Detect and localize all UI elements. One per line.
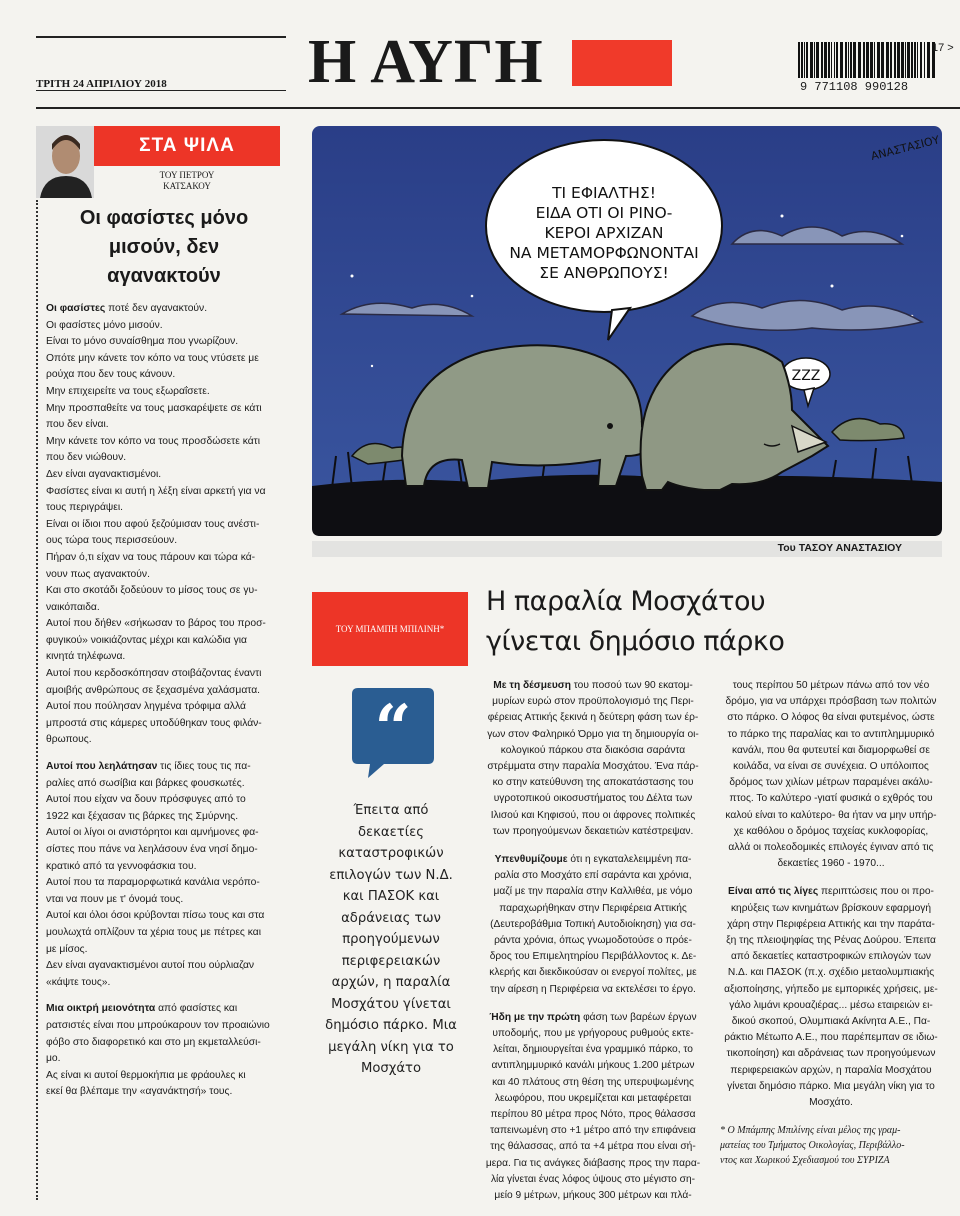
barcode-bar: [831, 42, 832, 78]
barcode-bar: [834, 42, 835, 78]
text-line: ρούχα που δεν τους κάνουν.: [46, 369, 176, 381]
barcode-bar: [874, 42, 875, 78]
text-line: γίνεται δημόσιο πάρκο. Μια μεγάλη νίκη για το: [727, 1080, 935, 1092]
text-line: ταπεινωμένη στο +1 μέτρο από την επιφάνεια: [490, 1125, 696, 1137]
barcode-bar: [914, 42, 916, 78]
text-line: την αίρεση η Περιφέρεια να εκτελέσει το έργο.: [490, 983, 696, 995]
text-line: Αυτοί που είχαν να δουν πρόσφυγες από το: [46, 794, 246, 806]
text-line: Και στο σκοτάδι ξοδεύουν το μίσος τους σε γυ-: [46, 585, 258, 597]
paragraph-lead: Με τη δέσμευση: [493, 680, 571, 691]
paragraph: [482, 852, 704, 998]
text-line: Μην προσπαθείτε να τους μασκαρέψετε σε κάτι: [46, 402, 262, 414]
paragraph-lead: Είναι από τις λίγες: [728, 886, 819, 898]
text-line: περίπου 80 μέτρα προς Νότο, προς θάλασσα: [490, 1109, 696, 1121]
svg-text:ΕΙΔΑ ΟΤΙ ΟΙ ΡΙΝΟ-: ΕΙΔΑ ΟΤΙ ΟΙ ΡΙΝΟ-: [535, 204, 673, 222]
column-body: [36, 200, 282, 1200]
pull-quote-line: μεγάλη νίκη για το: [328, 1039, 454, 1055]
text-line: Αυτοί που κερδοσκόπησαν στοιβάζοντας έναντι: [46, 668, 262, 680]
quote-icon: [348, 684, 438, 780]
masthead: [36, 28, 960, 104]
barcode-bar: [920, 42, 922, 78]
text-line: Οπότε μην κάνετε τον κόπο να τους ντύσετε με: [46, 352, 259, 364]
barcode-bar: [886, 42, 889, 78]
barcode-bar: [924, 42, 925, 78]
text-line: φέρειας Αττικής ξεκινά η δεύτερη φάση των έρ-: [487, 712, 699, 724]
text-line: το πάρκο της παραλίας και το αντιπλημμυρικό: [727, 728, 935, 740]
text-line: από δεκαετίες καταστροφικών επιλογών των: [730, 951, 932, 963]
text-line: χάρη στην Περιφέρεια Αττικής και την παράτα-: [727, 918, 935, 930]
text-line: στρέμματα στην παραλία Μοσχάτου. Ένα πάρ-: [487, 761, 699, 773]
barcode-bar: [816, 42, 819, 78]
text-line: στο πάρκο. Ο λόφος θα είναι φυτεμένος, ώστε: [727, 712, 935, 724]
column-paragraphs: [46, 301, 282, 1101]
barcode-bar: [890, 42, 892, 78]
barcode-bar: [845, 42, 847, 78]
text-line: Μην επιχειρείτε να τους εξωραΐσετε.: [46, 385, 210, 397]
text-line: Αυτοί και όλοι όσοι κρύβονται πίσω τους και στα: [46, 910, 265, 922]
text-line: Υπενθυμίζουμε ότι η εγκαταλελειμμένη πα-: [494, 854, 692, 866]
text-line: φόβο στο διαφορετικό και στο μη εκμεταλλεύσι-: [46, 1036, 261, 1048]
text-line: Είναι το μόνο συναίσθημα που γνωρίζουν.: [46, 336, 239, 348]
svg-text:“: “: [374, 691, 412, 766]
text-line: αμοιβής ανθρώπους σε ξεχασμένα χαλάσματα.: [46, 684, 261, 696]
text-line: ρατσιστές είναι που μπρούκαρουν τον προαιώνιο: [46, 1019, 270, 1031]
text-line: Μην κάνετε τον κόπο να τους προσδώσετε κάτι: [46, 435, 261, 447]
text-line: κολογικού πάρκου στα διακόσια σαράντα: [500, 744, 686, 756]
pull-quote-line: δημόσιο πάρκο. Μια: [325, 1018, 457, 1033]
text-line: Μια οικτρή μειονότητα από φασίστες και: [46, 1003, 238, 1015]
barcode-bar: [828, 42, 830, 78]
text-line: υποδομής, που με γρήγορους ρυθμούς εκτε-: [492, 1028, 694, 1040]
footnote-line: * Ο Μπάμπης Μπιλίνης είναι μέλος της γραμ-: [720, 1125, 901, 1137]
svg-text:ΝΑ ΜΕΤΑΜΟΡΦΩΝΟΝΤΑΙ: ΝΑ ΜΕΤΑΜΟΡΦΩΝΟΝΤΑΙ: [509, 244, 699, 262]
article-headline: Η παραλία Μοσχάτου γίνεται δημόσιο πάρκο: [486, 586, 785, 657]
cartoon: [312, 126, 942, 536]
text-line: μυρίων ευρώ στον προϋπολογισμό της Περι-: [492, 696, 694, 708]
text-line: Ήδη με την πρώτη φάση των βαρέων έργων: [489, 1011, 697, 1023]
text-line: ναικόπαιδα.: [46, 601, 100, 613]
text-line: μπροστά στις κάμερες υποδύθηκαν τους φιλάν-: [46, 717, 262, 729]
text-line: Φασίστες είναι κι αυτή η λέξη είναι αρκετή για να: [46, 485, 266, 497]
barcode-bar: [848, 42, 849, 78]
text-line: δικού σκοπού, Ολυμπιακά Ακίνητα Α.Ε., Πα-: [731, 1016, 931, 1028]
text-line: μουλωχτά οπλίζουν τα χέρια τους με πέτρες και: [46, 926, 261, 938]
footnote-line: ντος και Χωρικού Σχεδιασμού του ΣΥΡΙΖΑ: [720, 1155, 890, 1167]
text-line: γων στον Φαληρικό Όρμο για τη δημιουργία οι-: [487, 728, 699, 740]
pull-quote-line: επιλογών των Ν.Δ.: [329, 867, 453, 883]
text-line: Είναι οι ίδιοι που αφού ξεζούμισαν τους ανέστι-: [46, 518, 260, 530]
barcode-bar: [897, 42, 900, 78]
text-line: τους περιγράψει.: [46, 502, 123, 514]
barcode-bar: [877, 42, 880, 78]
text-line: δρόμο, για να υπάρχει πρόσβαση των πολιτών: [725, 696, 937, 708]
text-line: δρόμος των χιλίων μέτρων παραμένει ακάλυ-: [729, 777, 933, 789]
cartoon-signature: ΑΝΑΣΤΑΣΙΟΥ: [869, 133, 941, 163]
text-line: Αυτοί που λεηλάτησαν τις ίδιες τους τις πα-: [46, 761, 251, 773]
text-line: και 40 πλάτους στη θέση της υπερυψωμένης: [492, 1076, 694, 1088]
barcode-bar: [907, 42, 910, 78]
pull-quote-line: δεκαετίες: [357, 824, 425, 840]
pull-quote-line: αδράνειας των: [341, 910, 441, 926]
text-line: Πήραν ό,τι είχαν να τους πάρουν και τώρα κά-: [46, 551, 256, 563]
snore-text: ZZZ: [791, 368, 821, 384]
text-line: «κάψτε τους».: [46, 976, 111, 988]
text-line: δρος του Επιμελητηρίου Περιβάλλοντος κ. Δε-: [489, 951, 697, 963]
paper-name: Η ΑΥΓΗ: [308, 28, 544, 96]
text-line: Με τη δέσμευση του ποσού των 90 εκατομ-: [493, 680, 693, 691]
text-line: φυγικού» νοικιάζοντας μέχρι και καλώδια για: [46, 634, 247, 646]
text-line: μαζί με την παραλία στην Καλλιθέα, με νόμο: [493, 886, 693, 898]
text-line: Αυτοί οι λίγοι οι ανιστόρητοι και αμνήμονες φα-: [46, 827, 259, 839]
text-line: της θάλασσας, από τα +4 μέτρα που είναι σή-: [490, 1141, 696, 1153]
column-section-title: ΣΤΑ ΨΙΛΑ: [94, 126, 280, 166]
barcode-bar: [798, 42, 800, 78]
masthead-rule: [36, 36, 286, 38]
text-line: κινητά τηλέφωνα.: [46, 651, 126, 663]
text-line: περιφερειακών αρχών, η παραλία Μοσχάτου: [730, 1064, 932, 1076]
barcode-bar: [804, 42, 805, 78]
pull-quote-line: και ΠΑΣΟΚ και: [342, 889, 440, 904]
barcode-bar: [801, 42, 803, 78]
text-line: των προηγούμενων δεκαετιών κατέστρεψαν.: [492, 825, 694, 837]
svg-text:ΣΕ ΑΝΘΡΩΠΟΥΣ!: ΣΕ ΑΝΘΡΩΠΟΥΣ!: [539, 264, 669, 282]
barcode-number: 9 771108 990128: [800, 80, 909, 94]
barcode-bar: [894, 42, 896, 78]
paragraph-lead: Ήδη με την πρώτη: [489, 1011, 581, 1023]
svg-text:ΤΙ ΕΦΙΑΛΤΗΣ!: ΤΙ ΕΦΙΑΛΤΗΣ!: [552, 184, 656, 202]
header-rule: [36, 107, 960, 109]
barcode-bar: [853, 42, 856, 78]
text-line: αντιπλημμυρικό κανάλι μήκους 1.200 μέτρων: [491, 1060, 695, 1072]
text-line: ραλίες από σωσίβια και βάρκες φουσκωτές.: [46, 777, 245, 789]
text-line: τικοποίηση) και αδράνειας των προηγούμενων: [726, 1048, 936, 1060]
text-line: κο στην κατεύθυνση της αποκατάστασης του: [492, 777, 694, 789]
text-line: σίστες που πάνε να λεηλάσουν ένα νησί δημο-: [46, 844, 258, 855]
text-line: Ιλισού και Κηφισού, που οι άφρονες πολιτικές: [490, 809, 696, 821]
paragraph-lead: Οι φασίστες: [46, 303, 106, 314]
text-line: αξιοποίησης, γήπεδο με εμπορικές χρήσεις, με-: [724, 983, 938, 995]
text-line: ους τώρα τους περισσεύουν.: [46, 535, 178, 547]
barcode-bar: [836, 42, 838, 78]
paragraph-lead: Μια οικτρή μειονότητα: [46, 1003, 156, 1015]
pull-quote-line: Έπειτα από: [353, 803, 429, 818]
barcode-bar: [881, 42, 884, 78]
text-line: μο.: [46, 1053, 61, 1065]
text-line: Οι φασίστες ποτέ δεν αγανακτούν.: [46, 303, 208, 314]
text-line: ράντα χρόνια, όπως γνωμοδοτούσε ο πρόε-: [494, 935, 692, 947]
masthead-rule: [36, 90, 286, 91]
text-line: με μίσος.: [46, 943, 88, 955]
barcode-bar: [806, 42, 808, 78]
barcode-bar: [840, 42, 843, 78]
paragraph: [482, 678, 704, 840]
text-line: ράκτιο Μέτωπο Α.Ε., που παρέπεμπαν σε ιδιω-: [724, 1032, 938, 1044]
text-line: κλερής και διεκδικούσαν οι ενεργοί πολίτες, με: [489, 967, 697, 979]
paragraph: [46, 301, 282, 749]
pull-quote-line: καταστροφικών: [338, 846, 444, 861]
text-line: Αυτοί που τα παραμορφωτικά κανάλια νερόπο-: [46, 877, 260, 889]
barcode-bar: [850, 42, 852, 78]
text-line: ραλία στο Μοσχάτο επί σαράντα και χρόνια,: [494, 870, 692, 882]
text-line: που δεν είναι.: [46, 419, 109, 431]
svg-text:ΚΕΡΟΙ ΑΡΧΙΖΑΝ: ΚΕΡΟΙ ΑΡΧΙΖΑΝ: [544, 224, 664, 242]
column-byline: ΤΟΥ ΠΕΤΡΟΥ ΚΑΤΣΑΚΟΥ: [159, 170, 215, 191]
text-line: κοιλάδα, να είναι σε συνέχεια. Ο υπόλοιπος: [733, 761, 929, 773]
text-line: παραχωρήθηκαν στην Περιφέρεια Αττικής: [499, 902, 687, 914]
article-column-1: [482, 678, 704, 1216]
barcode-code: 17 >: [932, 42, 954, 54]
pull-quote: [318, 800, 464, 1080]
text-line: Είναι από τις λίγες περιπτώσεις που οι προ-: [728, 886, 934, 898]
barcode-bar: [901, 42, 904, 78]
paragraph: [482, 1010, 704, 1204]
text-line: Ας είναι κι αυτοί θερμοκήπια με φράουλες κι: [46, 1069, 246, 1081]
text-line: χε καθόλου ο δρόμος ταχείας κυκλοφορίας,: [733, 825, 929, 837]
paragraph: [720, 884, 942, 1111]
text-line: μερα. Για τις ανάγκες διάβασης προς την παρα-: [485, 1157, 701, 1169]
author-footnote: [720, 1123, 942, 1168]
text-line: λεωφόρου, που υκρεμίζεται και μεταφέρεται: [494, 1092, 692, 1104]
barcode: [796, 42, 938, 84]
text-line: δεκαετίες 1960 - 1970...: [777, 858, 885, 870]
text-line: λείται, δημιουργείται ένα γραμμικό πάρκο, το: [493, 1044, 693, 1056]
cartoon-credit-bar: [312, 541, 942, 557]
pull-quote-line: περιφερειακών: [341, 953, 441, 969]
paragraph-lead: Υπενθυμίζουμε: [494, 854, 568, 866]
text-line: κηρύξεις των κινημάτων βρίσκουν εφαρμογή: [730, 902, 932, 914]
pull-quote-line: Μοσχάτου γίνεται: [331, 996, 451, 1012]
text-line: νται να πουν με τ' όνομά τους.: [46, 893, 184, 905]
article-column-2: [720, 678, 942, 1168]
article-byline: ΤΟΥ ΜΠΑΜΠΗ ΜΠΙΛΙΝΗ*: [312, 592, 468, 666]
author-photo: [36, 126, 94, 198]
text-line: θρωπους.: [46, 734, 92, 746]
text-line: Δεν είναι αγανακτισμένοι.: [46, 468, 162, 480]
text-line: Ν.Δ. και ΠΑΣΟΚ (π.χ. σχέδιο μεταολυμπιακής: [727, 967, 935, 979]
barcode-bar: [863, 42, 865, 78]
pull-quote-line: αρχών, η παραλία: [331, 975, 451, 990]
text-line: καλού είναι το καλύτερο- θα ήταν να μην υπήρ-: [725, 809, 937, 821]
barcode-bar: [927, 42, 930, 78]
text-line: (Δευτεροβάθμια Τοπική Αυτοδιοίκηση) για σα-: [490, 918, 696, 930]
barcode-bar: [814, 42, 815, 78]
barcode-bar: [824, 42, 827, 78]
masthead-red-block: [572, 40, 672, 86]
text-line: μείο 9 μέτρων, μήκους 300 μέτρων και πλά-: [494, 1190, 692, 1202]
text-line: γάλο λιμάνι κρουαζιέρας... μέσω εταιρειών ει-: [729, 999, 933, 1011]
paragraph: [46, 1001, 282, 1101]
text-line: Αυτοί που πούλησαν ληγμένα τρόφιμα αλλά: [46, 701, 246, 713]
pull-quote-line: Μοσχάτο: [360, 1061, 422, 1076]
issue-date: ΤΡΙΤΗ 24 ΑΠΡΙΛΙΟΥ 2018: [36, 78, 167, 90]
text-line: πτος. Το καλύτερο -γιατί φυσικά ο εχθρός του: [729, 793, 933, 805]
paragraph: [46, 759, 282, 991]
barcode-bar: [810, 42, 813, 78]
barcode-bar: [905, 42, 906, 78]
pull-quote-line: προηγούμενων: [342, 932, 440, 947]
barcode-bar: [911, 42, 913, 78]
text-line: Αυτοί που δήθεν «σήκωσαν το βάρος του προσ-: [46, 618, 266, 630]
barcode-bar: [866, 42, 869, 78]
text-line: κανάλι, που θα φυτευτεί και διαμορφωθεί σε: [732, 744, 930, 756]
text-line: Μοσχάτο.: [809, 1097, 853, 1109]
text-line: υγροτοπικού οικοσυστήματος του Δέλτα των: [493, 793, 693, 805]
text-line: ξη της πλειοψηφίας της Ρένας Δούρου. Έπειτα: [726, 935, 936, 947]
cartoon-credit: Του ΤΑΣΟΥ ΑΝΑΣΤΑΣΙΟΥ: [777, 542, 902, 554]
text-line: αλλά οι πολεοδομικές επιλογές έγιναν από τις: [728, 842, 934, 854]
text-line: που δεν νιώθουν.: [46, 452, 127, 464]
barcode-bar: [821, 42, 823, 78]
text-line: Οι φασίστες μόνο μισούν.: [46, 319, 163, 331]
text-line: εκεί θα βλέπαμε την «αγανάκτησή» τους.: [46, 1086, 233, 1098]
text-line: λία γίνεται ένας λόφος ύψους στο μέγιστο ση-: [490, 1173, 696, 1185]
barcode-bar: [870, 42, 873, 78]
text-line: 1922 και ξέχασαν τις βάρκες της Σμύρνης.: [46, 810, 239, 822]
paragraph-lead: Αυτοί που λεηλάτησαν: [46, 761, 158, 773]
text-line: νουν πως αγανακτούν.: [46, 568, 150, 580]
barcode-bar: [858, 42, 861, 78]
footnote-line: ματείας του Τμήματος Οικολογίας, Περιβάλλο-: [720, 1140, 905, 1152]
text-line: Δεν είναι αγανακτισμένοι αυτοί που ούρλιαζαν: [46, 960, 255, 972]
text-line: τους περίπου 50 μέτρων πάνω από τον νέο: [732, 680, 930, 691]
barcode-bar: [917, 42, 918, 78]
text-line: κρατικό από τα γεννοφάσκια του.: [46, 860, 197, 872]
paragraph: [720, 678, 942, 872]
column-headline: Οι φασίστες μόνο μισούν, δεν αγανακτούν: [79, 207, 249, 287]
